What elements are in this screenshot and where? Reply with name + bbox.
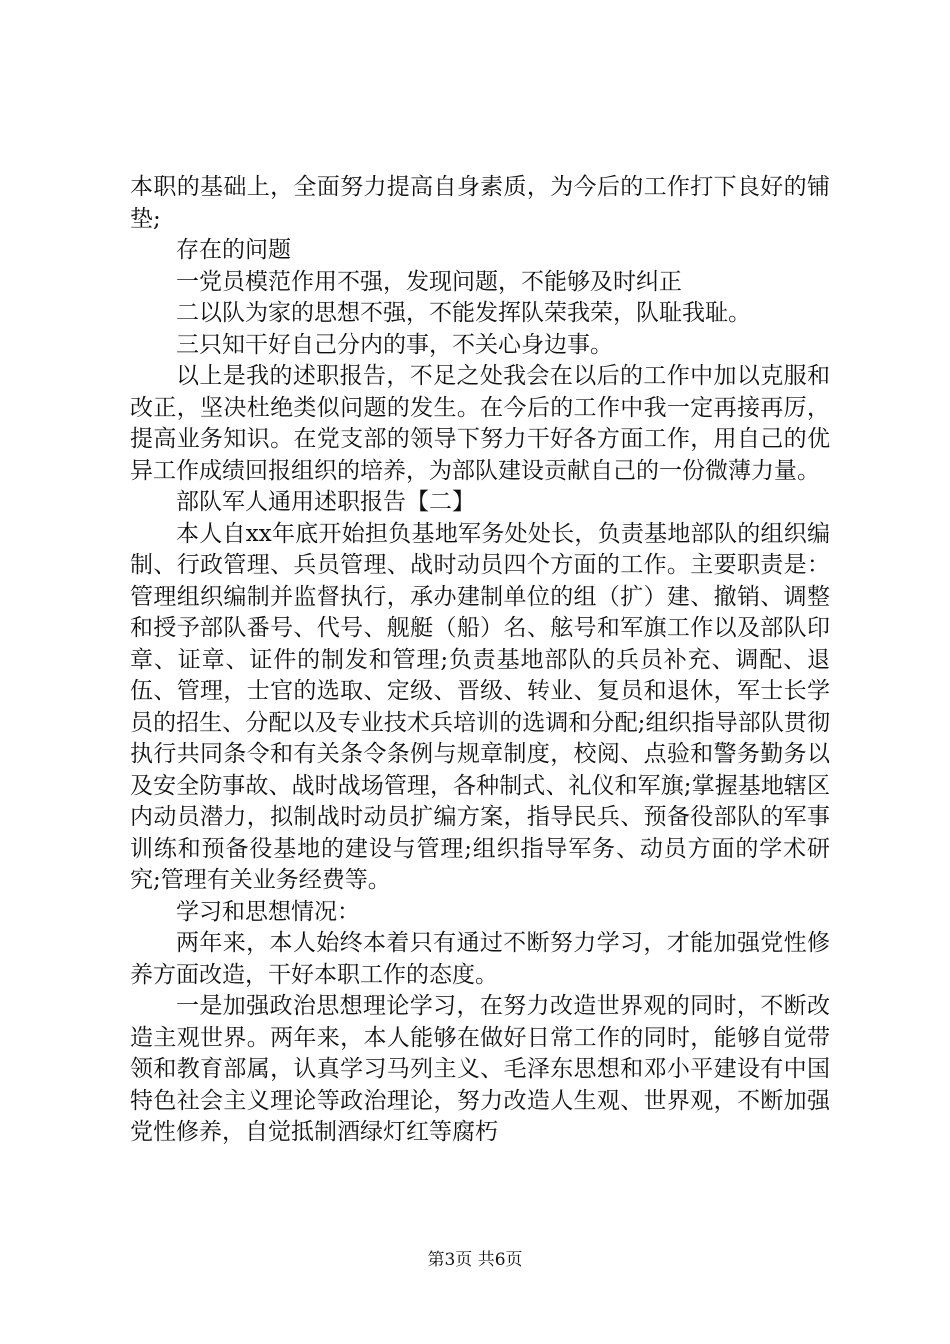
document-body [130,172,830,1149]
paragraph: 本人自xx年底开始担负基地军务处处长，负责基地部队的组织编制、行政管理、兵员管理、战时动员四个方面的工作。主要职责是：管理组织编制并监督执行，承办建制单位的组（扩）建、撤销、调整和授予部队番号、代号、舰艇（船）名、舷号和军旗工作以及部队印章、证章、证件的制发和管理;负责基地部队的兵员补充、调配、退伍、管理，士官的选取、定级、晋级、转业、复员和退休，军士长学员的招生、分配以及专业技术兵培训的选调和分配;组织指导部队贯彻执行共同条令和有关条令条例与规章制度，校阅、点验和警务勤务以及安全防事故、战时战场管理，各种制式、礼仪和军旗;掌握基地辖区内动员潜力，拟制战时动员扩编方案，指导民兵、预备役部队的军事训练和预备役基地的建设与管理;组织指导军务、动员方面的学术研究;管理有关业务经费等。 [130,520,830,893]
paragraph: 二以队为家的思想不强，不能发挥队荣我荣，队耻我耻。 [176,300,751,326]
page-number-footer: 第3页 共6页 [427,1250,523,1270]
paragraph: 一是加强政治思想理论学习，在努力改造世界观的同时，不断改造主观世界。两年来，本人能够在做好日常工作的同时，能够自觉带领和教育部属，认真学习马列主义、毛泽东思想和邓小平建设有中国特色社会主义理论等政治理论，努力改造人生观、世界观，不断加强党性修养，自觉抵制酒绿灯红等腐朽 [130,993,830,1145]
paragraph: 一党员模范作用不强，发现问题，不能够及时纠正 [176,268,682,295]
section-heading: 部队军人通用述职报告【二】 [176,489,475,515]
paragraph: 以上是我的述职报告，不足之处我会在以后的工作中加以克服和改正，坚决杜绝类似问题的发生。在今后的工作中我一定再接再厉，提高业务知识。在党支部的领导下努力干好各方面工作，用自己的优异工作成绩回报组织的培养，为部队建设贡献自己的一份微薄力量。 [130,363,830,484]
paragraph: 三只知干好自己分内的事，不关心身边事。 [176,331,613,358]
paragraph: 本职的基础上，全面努力提高自身素质，为今后的工作打下良好的铺垫; [130,174,830,232]
section-heading: 学习和思想情况： [176,898,360,925]
paragraph: 两年来，本人始终本着只有通过不断努力学习，才能加强党性修养方面改造，干好本职工作的态度。 [130,930,830,988]
paragraph: 存在的问题 [176,237,291,263]
